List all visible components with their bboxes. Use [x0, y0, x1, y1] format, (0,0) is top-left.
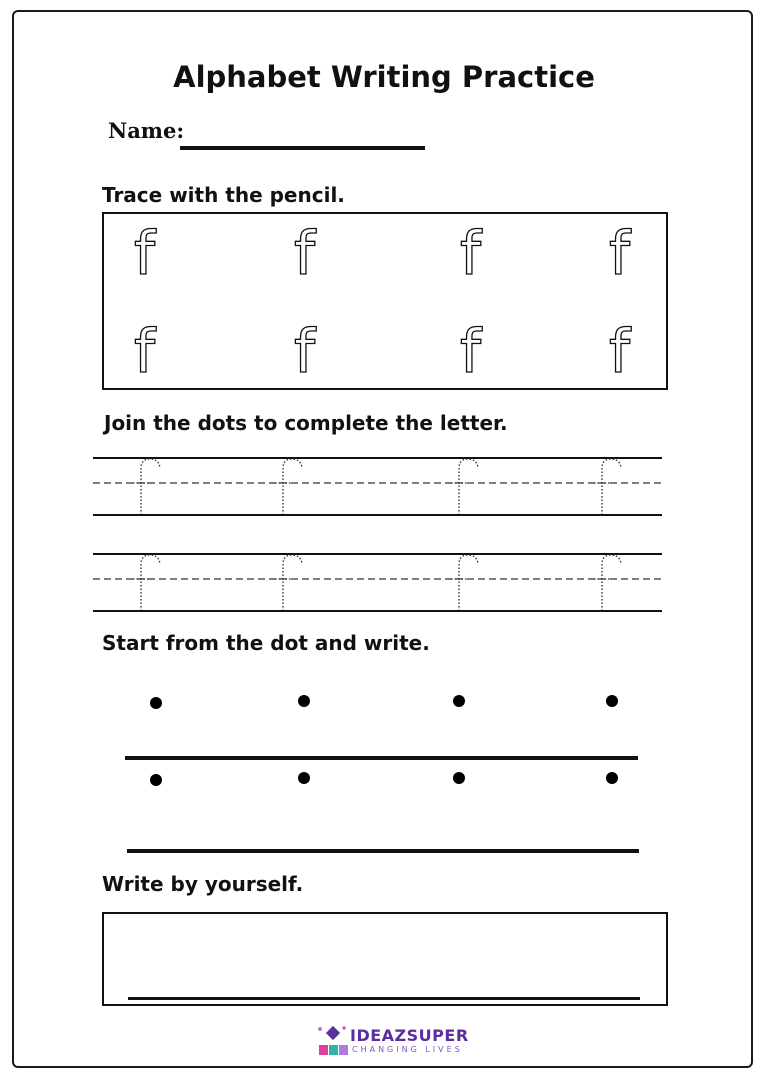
dotted-letter	[283, 459, 302, 515]
start-dot	[453, 772, 465, 784]
trace-heading: Trace with the pencil.	[102, 183, 345, 207]
dotted-letter	[459, 555, 478, 611]
start-dot	[150, 697, 162, 709]
trace-letter[interactable]: f	[460, 219, 482, 289]
free-write-box[interactable]	[102, 912, 668, 1006]
dotted-letter	[141, 555, 160, 611]
writing-baseline[interactable]	[127, 849, 639, 853]
dotted-letter	[141, 459, 160, 515]
dotted-letter-row[interactable]	[93, 552, 662, 614]
dotted-letter	[459, 459, 478, 515]
logo-mark-icon	[316, 1024, 350, 1058]
trace-letter[interactable]: f	[134, 219, 156, 289]
name-write-line[interactable]	[180, 146, 425, 150]
start-dot	[298, 695, 310, 707]
trace-letter[interactable]: f	[609, 317, 631, 387]
logo-name: IDEAZSUPER	[350, 1026, 469, 1045]
trace-letter[interactable]: f	[134, 317, 156, 387]
start-dot	[606, 695, 618, 707]
start-dot-heading: Start from the dot and write.	[102, 631, 430, 655]
dotted-letter-row[interactable]	[93, 456, 662, 518]
trace-letter[interactable]: f	[460, 317, 482, 387]
start-dot	[298, 772, 310, 784]
start-dot	[606, 772, 618, 784]
dotted-letter	[602, 459, 621, 515]
dotted-letter	[283, 555, 302, 611]
dotted-letter	[602, 555, 621, 611]
join-dots-heading: Join the dots to complete the letter.	[104, 411, 508, 435]
page-title: Alphabet Writing Practice	[173, 60, 595, 94]
handwriting-guide-lines	[93, 456, 662, 518]
brand-logo	[316, 1024, 476, 1058]
trace-box	[102, 212, 668, 390]
name-label: Name:	[108, 118, 185, 143]
logo-tagline: CHANGING LIVES	[352, 1045, 463, 1054]
writing-baseline	[128, 997, 640, 1000]
free-write-heading: Write by yourself.	[102, 872, 304, 896]
writing-baseline[interactable]	[125, 756, 638, 760]
worksheet-border	[12, 10, 753, 1068]
start-dot	[150, 774, 162, 786]
trace-letter[interactable]: f	[294, 317, 316, 387]
trace-letter[interactable]: f	[294, 219, 316, 289]
handwriting-guide-lines	[93, 552, 662, 614]
trace-letter[interactable]: f	[609, 219, 631, 289]
start-dot	[453, 695, 465, 707]
